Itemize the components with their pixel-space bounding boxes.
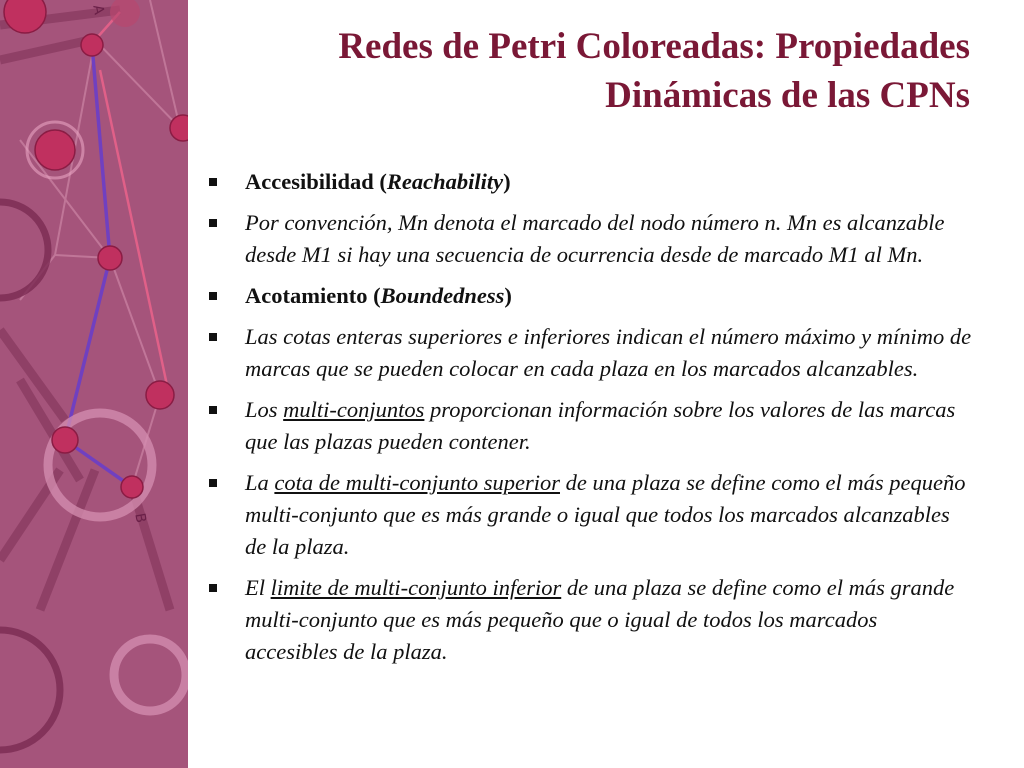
- bullet-pre: El: [245, 575, 271, 600]
- decor-letter-b: B: [131, 511, 149, 525]
- bullet-upper-multiset-bound: [205, 467, 975, 563]
- title-line-2: Dinámicas de las CPNs: [605, 75, 970, 116]
- bullet-underlined-term: cota de multi-conjunto superior: [274, 470, 560, 495]
- bullet-end: ): [504, 283, 512, 308]
- bullet-reachability: [205, 166, 975, 198]
- bullet-text: Por convención, Mn denota el marcado del nodo número n. Mn es alcanzable desde M1 si hay una secuencia de ocurrencia desde de marcado M1 al Mn.: [245, 210, 945, 267]
- bullet-post: de una plaza se define como el más pequeño multi-conjunto que es más grande o igual que todos los marcados alcanzables de la plaza.: [245, 470, 966, 559]
- bullet-term: Reachability: [386, 169, 504, 194]
- decorative-network-sidebar: [0, 0, 188, 768]
- decor-letter-a: A: [89, 3, 107, 16]
- bullet-reachability-definition: [205, 207, 975, 271]
- bullet-underlined-term: multi-conjuntos: [283, 397, 425, 422]
- square-bullet-icon: [209, 333, 217, 341]
- slide-title: [205, 22, 970, 120]
- square-bullet-icon: [209, 178, 217, 186]
- bullet-post: proporcionan información sobre los valores de las marcas que las plazas pueden contener.: [245, 397, 956, 454]
- square-bullet-icon: [209, 584, 217, 592]
- bullet-end: ): [503, 169, 511, 194]
- square-bullet-icon: [209, 219, 217, 227]
- bullet-lower-multiset-bound: [205, 572, 975, 668]
- bullet-underlined-term: limite de multi-conjunto inferior: [270, 575, 562, 600]
- bullet-integer-bounds: [205, 321, 975, 385]
- square-bullet-icon: [209, 479, 217, 487]
- network-graph-decoration: [0, 0, 188, 768]
- bullet-text: Accesibilidad (: [245, 169, 387, 194]
- bullet-text: Acotamiento (: [245, 283, 381, 308]
- bullet-list: [205, 166, 975, 677]
- square-bullet-icon: [209, 406, 217, 414]
- bullet-boundedness: [205, 280, 975, 312]
- bullet-post: de una plaza se define como el más grande multi-conjunto que es más pequeño que o igual de todos los marcados accesibles de la plaza.: [245, 575, 955, 664]
- square-bullet-icon: [209, 292, 217, 300]
- bullet-multisets: [205, 394, 975, 458]
- title-line-1: Redes de Petri Coloreadas: Propiedades: [338, 26, 970, 67]
- bullet-pre: La: [245, 470, 275, 495]
- bullet-term: Boundedness: [380, 283, 505, 308]
- bullet-pre: Los: [245, 397, 284, 422]
- bullet-text: Las cotas enteras superiores e inferiores indican el número máximo y mínimo de marcas que se pueden colocar en cada plaza en los marcados alcanzables.: [245, 324, 972, 381]
